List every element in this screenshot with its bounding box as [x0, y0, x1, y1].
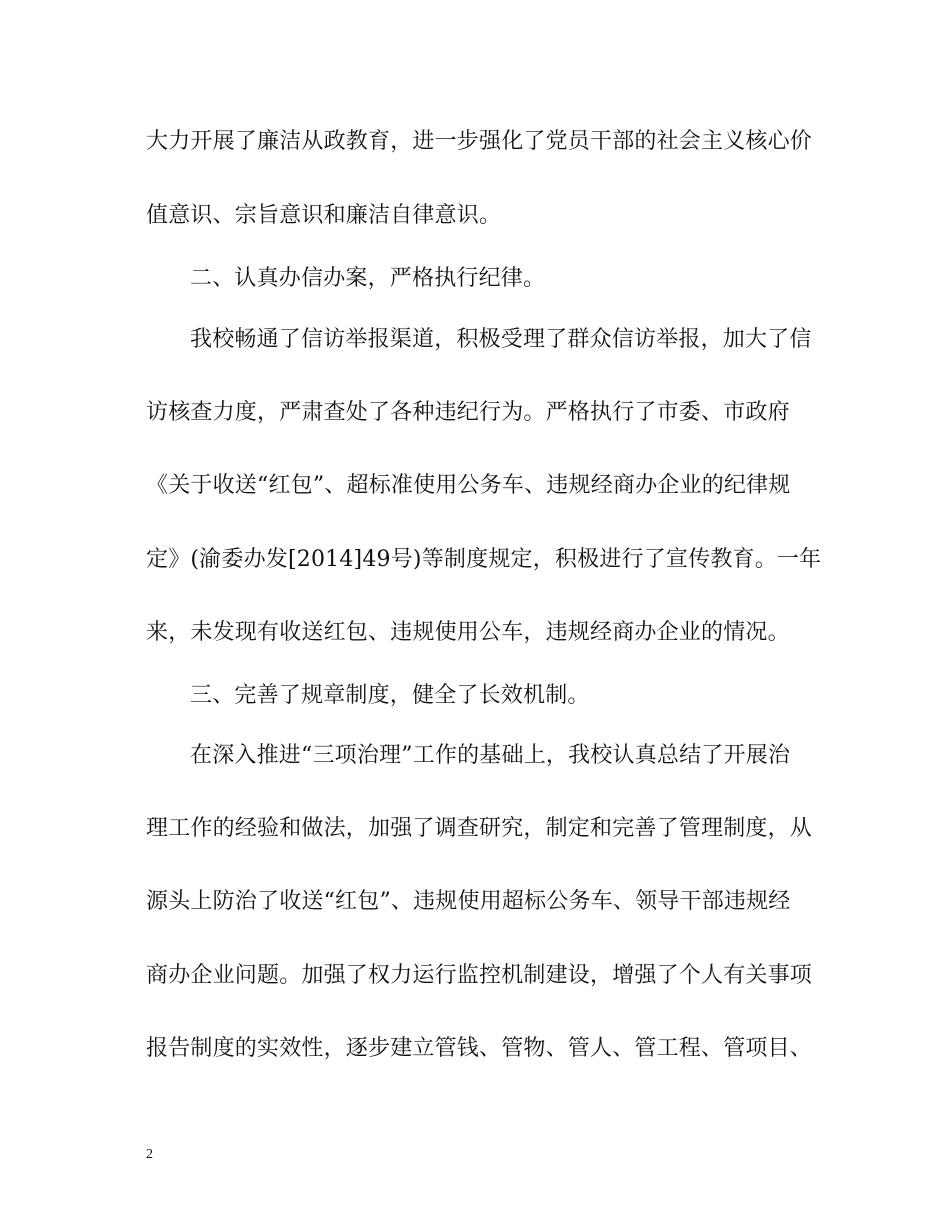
- section-heading-3: 三、完善了规章制度，健全了长效机制。: [190, 683, 590, 708]
- body-line-10: 源头上防治了收送“红包”、违规使用超标公务车、领导干部违规经: [146, 889, 791, 914]
- body-line-3: 我校畅通了信访举报渠道，积极受理了群众信访举报，加大了信: [190, 327, 812, 352]
- body-line-11: 商办企业问题。加强了权力运行监控机制建设，增强了个人有关事项: [146, 963, 813, 988]
- body-line-12: 报告制度的实效性，逐步建立管钱、管物、管人、管工程、管项目、: [146, 1036, 813, 1061]
- body-line-6: 定》(渝委办发[2014]49号)等制度规定，积极进行了宣传教育。一年: [146, 547, 822, 572]
- section-heading-2: 二、认真办信办案，严格执行纪律。: [190, 266, 546, 291]
- body-line-7: 来，未发现有收送红包、违规使用公车，违规经商办企业的情况。: [146, 620, 790, 645]
- body-line-8: 在深入推进“三项治理”工作的基础上，我校认真总结了开展治: [190, 743, 791, 768]
- page-number: 2: [146, 1147, 153, 1162]
- body-line-2: 值意识、宗旨意识和廉洁自律意识。: [146, 203, 502, 228]
- body-line-9: 理工作的经验和做法，加强了调查研究，制定和完善了管理制度，从: [146, 816, 813, 841]
- body-line-1: 大力开展了廉洁从政教育，进一步强化了党员干部的社会主义核心价: [146, 129, 813, 154]
- body-line-5: 《关于收送“红包”、超标准使用公务车、违规经商办企业的纪律规: [146, 473, 791, 498]
- body-line-4: 访核查力度，严肃查处了各种违纪行为。严格执行了市委、市政府: [146, 400, 790, 425]
